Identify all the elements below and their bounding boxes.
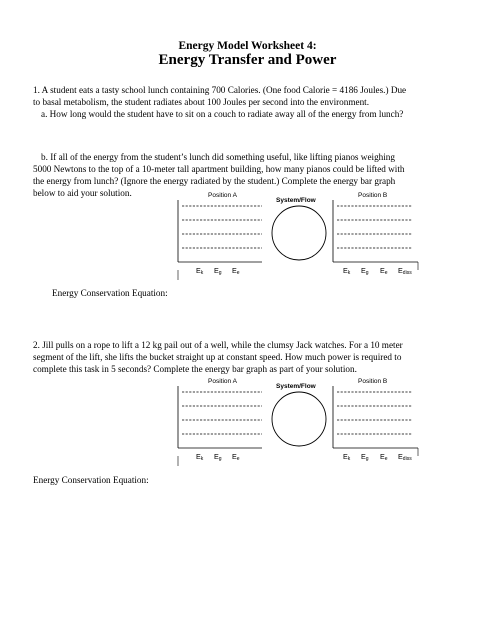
eg-label: $E_g$: [214, 452, 222, 462]
ee-label: $E_e$: [380, 452, 388, 462]
ediss-label: $E_{diss}$: [398, 452, 412, 462]
q1-b-line: the energy from lunch? (Ignore the energy radiated by the student.) Complete the energy bar graph: [33, 176, 396, 186]
eg-label: $E_g$: [214, 266, 222, 276]
system-flow-label: System/Flow: [276, 197, 316, 204]
q1-line: to basal metabolism, the student radiates about 100 Joules per second into the environment.: [33, 97, 370, 107]
worksheet-title: Energy Model Worksheet 4:: [178, 40, 317, 52]
q1-equation-label: Energy Conservation Equation:: [52, 288, 168, 298]
position-b-label: Position B: [358, 192, 388, 199]
ee-label: $E_e$: [380, 266, 388, 276]
ek-label: $E_k$: [196, 452, 204, 462]
q1-b-line: b. If all of the energy from the student’s lunch did something useful, like lifting pianos weighing: [41, 152, 395, 162]
ek-label: $E_k$: [343, 266, 351, 276]
ediss-label: $E_{diss}$: [398, 266, 412, 276]
q2-line: complete this task in 5 seconds? Complete the energy bar graph as part of your solution.: [33, 364, 357, 374]
q2-line: segment of the lift, she lifts the bucket straight up at constant speed. How much power is required to: [33, 352, 402, 362]
eg-label: $E_g$: [361, 452, 369, 462]
position-b-label: Position B: [358, 378, 388, 385]
position-a-label: Position A: [208, 192, 237, 199]
q1-part-a: a. How long would the student have to sit on a couch to radiate away all of the energy from lunch?: [41, 109, 404, 119]
position-a-label: Position A: [208, 378, 237, 385]
ee-label: $E_e$: [232, 452, 240, 462]
ee-label: $E_e$: [232, 266, 240, 276]
eg-label: $E_g$: [361, 266, 369, 276]
q2-line: 2. Jill pulls on a rope to lift a 12 kg pail out of a well, while the clumsy Jack watches. For a 10 meter: [33, 340, 403, 350]
q1-b-line: below to aid your solution.: [33, 188, 132, 198]
system-flow-label: System/Flow: [276, 383, 316, 390]
ek-label: $E_k$: [343, 452, 351, 462]
q1-line: 1. A student eats a tasty school lunch containing 700 Calories. (One food Calorie = 4186 Joules.) Due: [33, 85, 407, 95]
q2-equation-label: Energy Conservation Equation:: [33, 475, 149, 485]
worksheet-subtitle: Energy Transfer and Power: [158, 52, 337, 68]
q1-b-line: 5000 Newtons to the top of a 10-meter tall apartment building, how many pianos could be lifted with: [33, 164, 405, 174]
ek-label: $E_k$: [196, 266, 204, 276]
